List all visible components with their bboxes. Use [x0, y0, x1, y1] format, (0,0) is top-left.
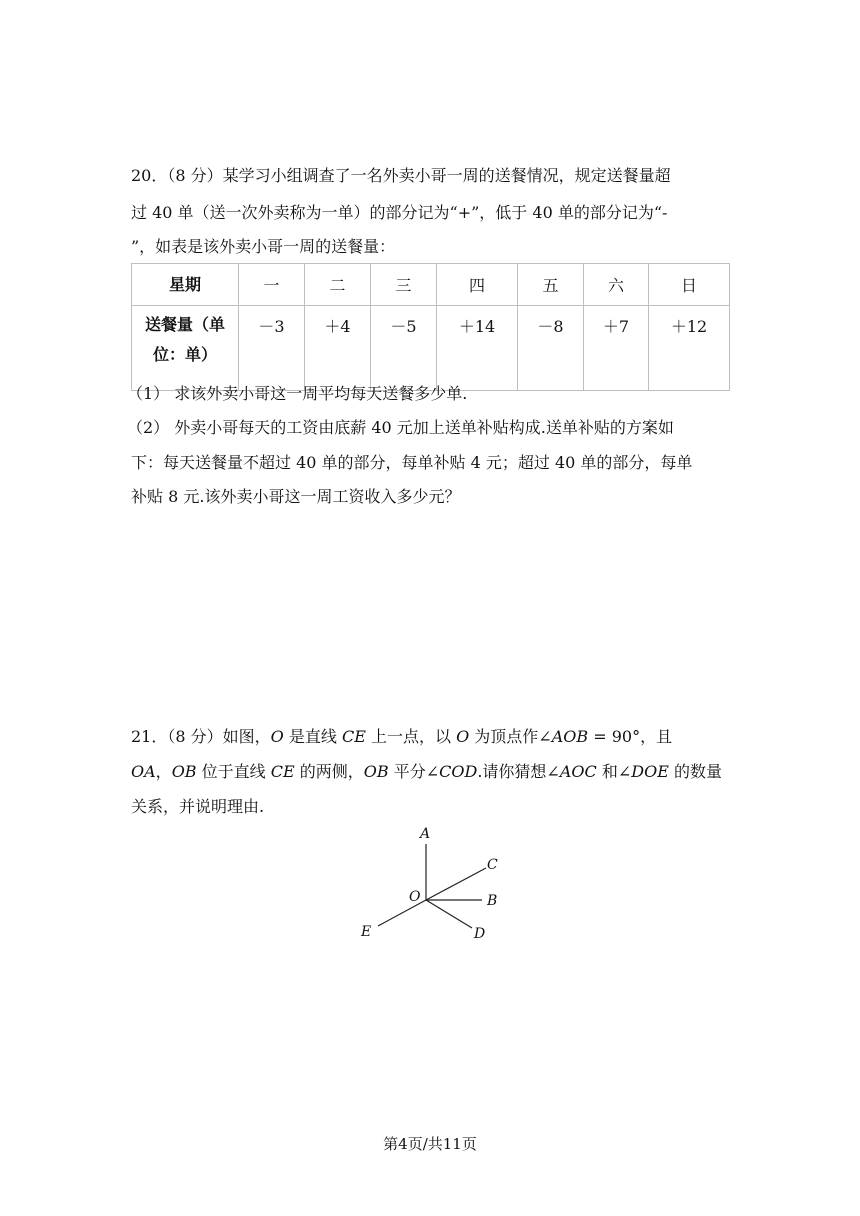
weekday-header: 星期 — [132, 264, 239, 306]
text-run: 的数量 — [668, 762, 722, 781]
text-run: ， — [155, 762, 172, 781]
math-run: O — [456, 727, 470, 746]
ray-oc — [426, 868, 486, 900]
math-run: DOE — [631, 762, 669, 781]
value-cell: －3 — [239, 306, 305, 391]
day-cell: 三 — [371, 264, 437, 306]
q20-text-line-1: 20．（8 分）某学习小组调查了一名外卖小哥一周的送餐情况，规定送餐量超 — [131, 166, 671, 185]
q20-text-line-3: ”，如表是该外卖小哥一周的送餐量： — [131, 237, 396, 256]
label-c: C — [487, 857, 498, 873]
day-cell: 六 — [584, 264, 649, 306]
q20-text-line-2: 过 40 单（送一次外卖称为一单）的部分记为“+”，低于 40 单的部分记为“- — [131, 203, 668, 222]
q21-text-line-2 — [131, 762, 722, 782]
text-run: 的两侧， — [294, 762, 364, 781]
q21-text-line-1 — [131, 727, 672, 747]
math-run: OA — [131, 762, 156, 781]
q20-part-2-line-2: 下：每天送餐量不超过 40 单的部分，每单补贴 4 元；超过 40 单的部分，每单 — [131, 453, 693, 472]
label-e: E — [361, 924, 372, 940]
value-cell: ＋14 — [437, 306, 518, 391]
day-cell: 一 — [239, 264, 305, 306]
math-run: OB — [363, 762, 389, 781]
day-cell: 四 — [437, 264, 518, 306]
math-run: AOB — [551, 727, 589, 746]
ray-od — [426, 900, 472, 928]
delivery-table — [131, 263, 730, 391]
text-run: = 90°，且 — [588, 727, 673, 746]
delivery-header-line-1: 送餐量（单 — [144, 315, 225, 334]
value-cell: ＋7 — [584, 306, 649, 391]
value-cell: ＋12 — [649, 306, 730, 391]
math-run: CE — [270, 762, 295, 781]
label-o: O — [409, 889, 421, 905]
math-run: COD — [439, 762, 478, 781]
table-value-row — [132, 306, 730, 391]
day-cell: 五 — [518, 264, 584, 306]
delivery-header — [132, 306, 239, 391]
math-run: CE — [341, 727, 366, 746]
text-run: 平分∠ — [388, 762, 440, 781]
value-cell: ＋4 — [305, 306, 371, 391]
page-footer: 第4页/共11页 — [383, 1135, 477, 1153]
delivery-header-line-2: 位：单） — [152, 345, 217, 364]
math-run: O — [270, 727, 284, 746]
text-run: 上一点，以 — [365, 727, 457, 746]
text-run: 为顶点作∠ — [469, 727, 552, 746]
day-cell: 日 — [649, 264, 730, 306]
math-run: AOC — [559, 762, 597, 781]
label-d: D — [474, 926, 486, 942]
text-run: 和∠ — [596, 762, 632, 781]
angle-figure — [350, 820, 520, 950]
text-run: 是直线 — [283, 727, 342, 746]
q20-part-2-line-1: （2） 外卖小哥每天的工资由底薪 40 元加上送单补贴构成.送单补贴的方案如 — [127, 418, 674, 437]
label-a: A — [420, 826, 431, 842]
q20-part-1: （1） 求该外卖小哥这一周平均每天送餐多少单. — [127, 384, 468, 403]
value-cell: －8 — [518, 306, 584, 391]
day-cell: 二 — [305, 264, 371, 306]
label-b: B — [487, 893, 498, 909]
text-run: 位于直线 — [196, 762, 271, 781]
q21-text-line-3: 关系，并说明理由. — [131, 797, 265, 816]
value-cell: －5 — [371, 306, 437, 391]
math-run: OB — [171, 762, 197, 781]
table-header-row — [132, 264, 730, 306]
text-run: .请你猜想∠ — [477, 762, 560, 781]
text-run: 21．（8 分）如图， — [131, 727, 271, 746]
q20-part-2-line-3: 补贴 8 元.该外卖小哥这一周工资收入多少元？ — [131, 487, 461, 506]
